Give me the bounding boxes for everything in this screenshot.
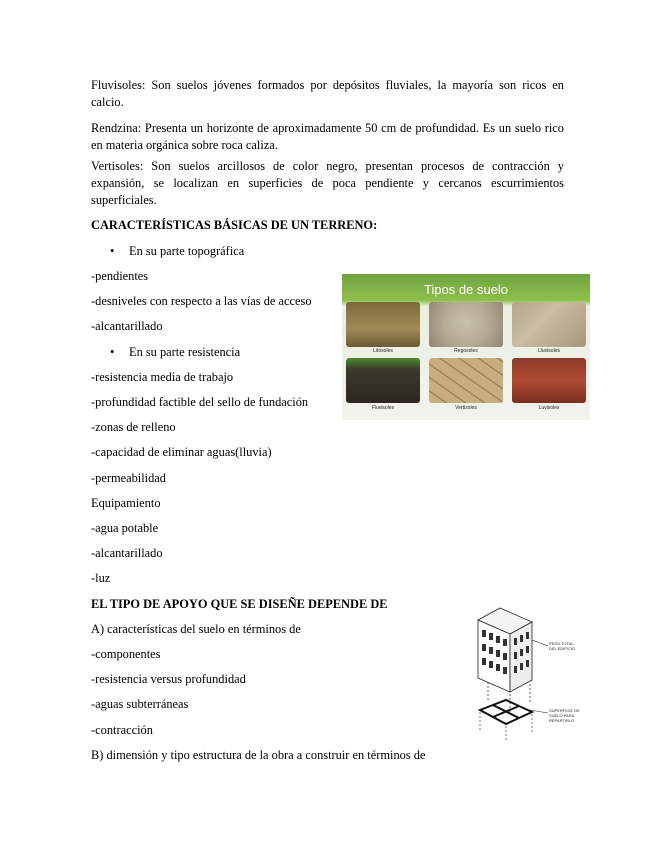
building-label-surface: SUPERFICIE DE SUELO PARA REPARTIRLO [549,708,580,723]
building-drawing [470,600,580,745]
paragraph-vertisoles: Vertisoles: Son suelos arcillosos de color negro, presentan procesos de contracción y expansión, se localizan en superficies de poca pendiente y cercanos escurrimientos superficiales. [91,159,564,207]
bullet-dot-icon: • [110,345,115,359]
soil-photo-3 [512,302,586,347]
paragraph-fluvisoles: Fluvisoles: Son suelos jóvenes formados por depósitos fluviales, la mayoría son ricos en calcio. [91,78,564,109]
heading-tipo-apoyo: EL TIPO DE APOYO QUE SE DISEÑE DEPENDE DE [91,597,388,611]
soil-photo-2 [429,302,503,347]
soil-caption-2: Regosoles [454,348,478,354]
building-load-diagram [470,600,580,745]
list-item: -profundidad factible del sello de fundación [91,395,309,409]
soil-photo-6 [512,358,586,403]
paragraph-rendzina: Rendzina: Presenta un horizonte de aproximadamente 50 cm de profundidad. Es un suelo rico en materia orgánica sobre roca caliza. [91,121,564,152]
soil-caption-5: Vertisoles [455,405,477,411]
list-item: -pendientes [91,269,149,283]
soil-photo-1 [346,302,420,347]
list-item: -resistencia versus profundidad [91,672,246,686]
line-a: A) características del suelo en términos de [91,622,301,636]
bullet-label: En su parte resistencia [129,345,241,359]
list-item: -zonas de relleno [91,420,176,434]
list-item: -componentes [91,647,161,661]
soil-types-figure [342,274,590,420]
list-item: -agua potable [91,521,159,535]
bullet-dot-icon: • [110,244,115,258]
list-item: -alcantarillado [91,319,163,333]
list-item: -contracción [91,723,153,737]
list-item: -aguas subterráneas [91,697,189,711]
equipamiento-label: Equipamiento [91,496,161,510]
list-item: -desniveles con respecto a las vías de acceso [91,294,312,308]
bullet-label: En su parte topográfica [129,244,245,258]
soil-photo-4 [346,358,420,403]
soil-caption-6: Luvisoles [538,405,560,411]
list-item: -capacidad de eliminar aguas(lluvia) [91,445,272,459]
building-label-weight: PESO TOTAL DEL EDIFICIO [549,641,576,651]
list-item: -alcantarillado [91,546,163,560]
soil-figure-title: Tipos de suelo [423,282,509,297]
list-item: -luz [91,571,111,585]
line-b: B) dimensión y tipo estructura de la obra a construir en términos de [91,748,426,762]
list-item: -permeabilidad [91,471,166,485]
soil-caption-1: Litosoles [373,348,393,354]
heading-caracteristicas: CARACTERÍSTICAS BÁSICAS DE UN TERRENO: [91,218,378,232]
soil-photo-5 [429,358,503,403]
list-item: -resistencia media de trabajo [91,370,234,384]
soil-caption-4: Fluvisoles [371,405,395,411]
soil-caption-3: Lluvisoles [538,348,560,354]
